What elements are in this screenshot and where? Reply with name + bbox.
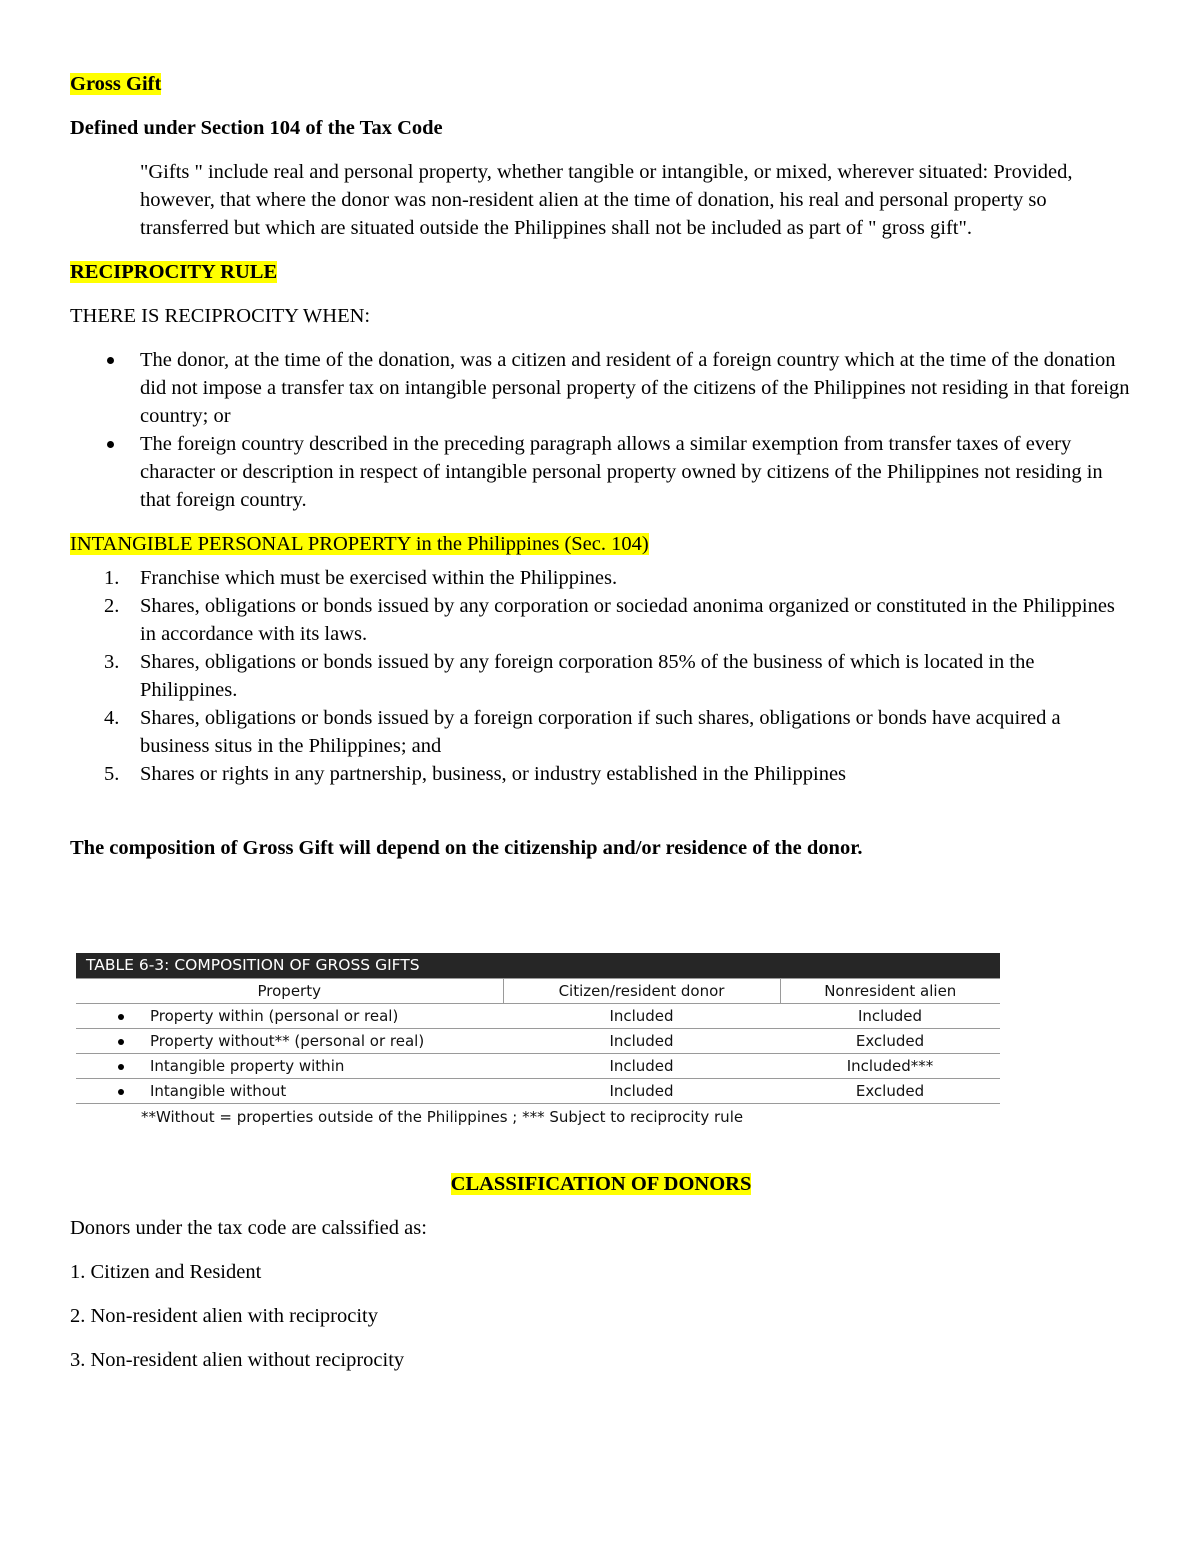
item-text: Shares, obligations or bonds issued by any foreign corporation 85% of the business of which is located in the Philippines. bbox=[140, 651, 1035, 701]
property-label: Intangible without bbox=[150, 1082, 287, 1100]
document-body bbox=[70, 70, 1132, 878]
item-text: Franchise which must be exercised within the Philippines. bbox=[140, 567, 618, 589]
reciprocity-intro: THERE IS RECIPROCITY WHEN: bbox=[70, 305, 371, 327]
reciprocity-conditions-list bbox=[70, 346, 1132, 514]
item-number: 3. bbox=[104, 651, 120, 673]
gross-gift-heading: Gross Gift bbox=[70, 73, 162, 95]
gross-gift-heading-line bbox=[70, 70, 1132, 98]
reciprocity-heading: RECIPROCITY RULE bbox=[70, 261, 278, 283]
bullet-icon bbox=[107, 441, 114, 448]
item-number: 1. bbox=[104, 567, 120, 589]
list-item bbox=[70, 346, 1132, 430]
item-text: Shares, obligations or bonds issued by any corporation or sociedad anonima organized or constituted in the Philippines in accordance with its laws. bbox=[140, 595, 1115, 645]
intangible-heading-line bbox=[70, 530, 1132, 558]
table-row bbox=[76, 1054, 1000, 1079]
cell-nonresident: Excluded bbox=[780, 1029, 1000, 1054]
intangible-property-list bbox=[70, 564, 1132, 788]
property-label: Property without** (personal or real) bbox=[150, 1032, 425, 1050]
cell-citizen: Included bbox=[503, 1004, 780, 1029]
cell-nonresident: Included bbox=[780, 1004, 1000, 1029]
bullet-icon bbox=[118, 1039, 124, 1045]
cell-citizen: Included bbox=[503, 1054, 780, 1079]
list-item bbox=[70, 760, 1132, 788]
classification-heading-line bbox=[70, 1170, 1132, 1198]
reciprocity-heading-line bbox=[70, 258, 1132, 286]
bullet-icon bbox=[107, 357, 114, 364]
cell-property bbox=[76, 1004, 503, 1029]
composition-table bbox=[76, 953, 1000, 1130]
table-title: TABLE 6-3: COMPOSITION OF GROSS GIFTS bbox=[76, 953, 1000, 978]
list-item bbox=[70, 648, 1132, 704]
item-number: 4. bbox=[104, 707, 120, 729]
cell-property bbox=[76, 1029, 503, 1054]
list-item bbox=[70, 564, 1132, 592]
donor-class-1: 1. Citizen and Resident bbox=[70, 1261, 262, 1283]
section-104-subheading: Defined under Section 104 of the Tax Code bbox=[70, 117, 443, 139]
table-header-row bbox=[76, 979, 1000, 1004]
item-number: 2. bbox=[104, 595, 120, 617]
item-number: 5. bbox=[104, 763, 120, 785]
cell-nonresident: Included*** bbox=[780, 1054, 1000, 1079]
cell-property bbox=[76, 1054, 503, 1079]
bullet-icon bbox=[118, 1014, 124, 1020]
cell-citizen: Included bbox=[503, 1079, 780, 1104]
bullet-icon bbox=[118, 1064, 124, 1070]
table-footnote: **Without = properties outside of the Philippines ; *** Subject to reciprocity rule bbox=[141, 1108, 744, 1126]
cell-citizen: Included bbox=[503, 1029, 780, 1054]
intangible-heading: INTANGIBLE PERSONAL PROPERTY in the Philippines (Sec. 104) bbox=[70, 533, 649, 555]
header-nonresident: Nonresident alien bbox=[780, 979, 1000, 1004]
reciprocity-condition-1: The donor, at the time of the donation, was a citizen and resident of a foreign country which at the time of the donation did not impose a transfer tax on intangible personal property of the citizens of the Philippines not residing in that foreign country; or bbox=[140, 349, 1130, 427]
donor-class-3: 3. Non-resident alien without reciprocity bbox=[70, 1349, 405, 1371]
composition-statement: The composition of Gross Gift will depend on the citizenship and/or residence of the donor. bbox=[70, 837, 863, 859]
table-row bbox=[76, 1079, 1000, 1104]
table-row bbox=[76, 1029, 1000, 1054]
property-label: Intangible property within bbox=[150, 1057, 345, 1075]
item-text: Shares, obligations or bonds issued by a foreign corporation if such shares, obligations or bonds have acquired a business situs in the Philippines; and bbox=[140, 707, 1061, 757]
cell-nonresident: Excluded bbox=[780, 1079, 1000, 1104]
property-label: Property within (personal or real) bbox=[150, 1007, 399, 1025]
reciprocity-condition-2: The foreign country described in the preceding paragraph allows a similar exemption from transfer taxes of every character or description in respect of intangible personal property owned by citizens of the Philippines not residing in that foreign country. bbox=[140, 433, 1103, 511]
gifts-definition: "Gifts " include real and personal property, whether tangible or intangible, or mixed, wherever situated: Provided, however, that where the donor was non-resident alien at the time of donation, his real and personal property so transferred but which are situated outside the Philippines shall not be included as part of " gross gift". bbox=[140, 161, 1073, 239]
list-item bbox=[70, 592, 1132, 648]
list-item bbox=[70, 430, 1132, 514]
list-item bbox=[70, 704, 1132, 760]
table-row bbox=[76, 1004, 1000, 1029]
composition-grid bbox=[76, 978, 1000, 1104]
header-citizen: Citizen/resident donor bbox=[503, 979, 780, 1004]
cell-property bbox=[76, 1079, 503, 1104]
item-text: Shares or rights in any partnership, business, or industry established in the Philippines bbox=[140, 763, 847, 785]
header-property: Property bbox=[76, 979, 503, 1004]
classification-heading: CLASSIFICATION OF DONORS bbox=[450, 1173, 752, 1195]
classification-section bbox=[70, 1170, 1132, 1390]
classification-intro: Donors under the tax code are calssified as: bbox=[70, 1217, 427, 1239]
bullet-icon bbox=[118, 1089, 124, 1095]
donor-class-2: 2. Non-resident alien with reciprocity bbox=[70, 1305, 378, 1327]
